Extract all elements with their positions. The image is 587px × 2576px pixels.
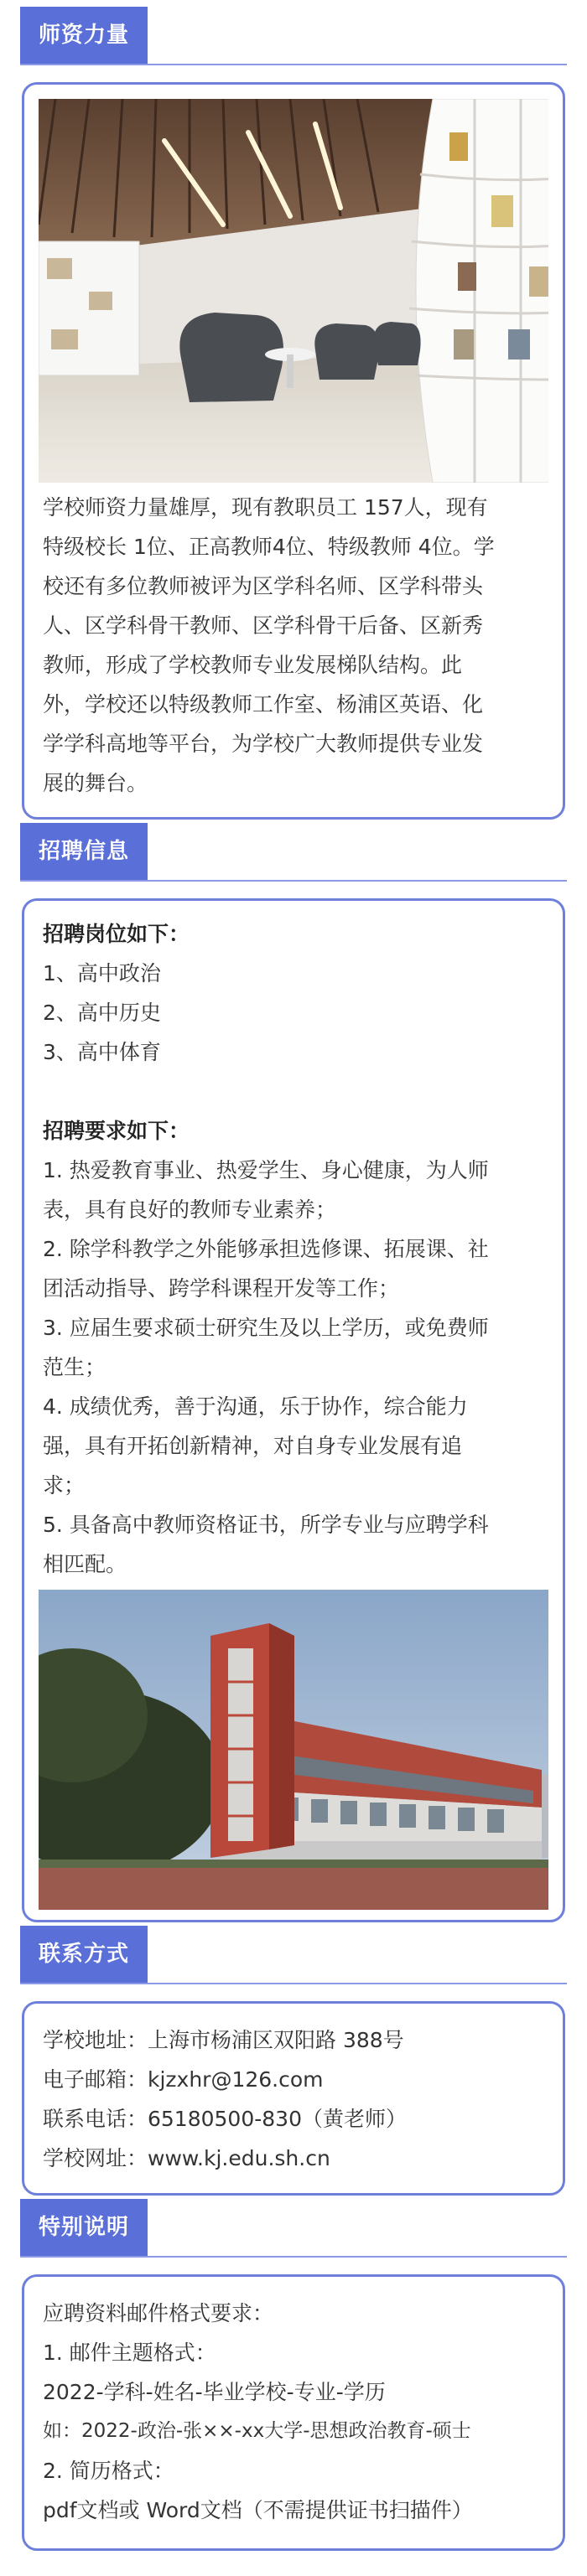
- contact-card: [22, 2001, 565, 2196]
- notes-text-line: pdf文档或 Word文档（不需提供证书扫描件）: [43, 2498, 473, 2522]
- faculty-card: [22, 82, 565, 820]
- contact-section-header: [20, 1926, 567, 1983]
- faculty-section-header: [20, 7, 567, 64]
- requirement-line: 求；: [43, 1473, 86, 1497]
- requirement-line: 4. 成绩优秀，善于沟通，乐于协作，综合能力: [43, 1394, 468, 1419]
- school-address: 学校地址：上海市杨浦区双阳路 388号: [43, 2028, 404, 2052]
- requirement-line: 1. 热爱教育事业、热爱学生、身心健康，为人师: [43, 1158, 489, 1182]
- faculty-text-line: 学学科高地等平台，为学校广大教师提供专业发: [43, 732, 484, 756]
- header-divider: [20, 2256, 567, 2258]
- position-item: 1、高中政治: [43, 961, 161, 985]
- faculty-text-line: 展的舞台。: [43, 771, 148, 795]
- notes-card: [22, 2274, 565, 2551]
- recruit-section-header: [20, 823, 567, 880]
- faculty-section-title: 师资力量: [20, 7, 148, 64]
- faculty-text-line: 人、区学科骨干教师、区学科骨干后备、区新秀: [43, 613, 484, 638]
- requirement-line: 3. 应届生要求硕士研究生及以上学历，或免费师: [43, 1316, 489, 1340]
- requirements-title: 招聘要求如下：: [43, 1119, 190, 1143]
- notes-text-line: 如：2022-政治-张××-xx大学-思想政治教育-硕士: [43, 2420, 471, 2442]
- school-email[interactable]: 电子邮箱：kjzxhr@126.com: [43, 2067, 324, 2092]
- requirement-line: 团活动指导、跨学科课程开发等工作；: [43, 1276, 400, 1301]
- notes-text-line: 应聘资料邮件格式要求：: [43, 2301, 274, 2325]
- notes-text-line: 2022-学科-姓名-毕业学校-专业-学历: [43, 2380, 386, 2404]
- contact-section-title: 联系方式: [20, 1926, 148, 1983]
- requirement-line: 表，具有良好的教师专业素养；: [43, 1197, 337, 1222]
- library-photo: [39, 99, 548, 483]
- faculty-text-line: 校还有多位教师被评为区学科名师、区学科带头: [43, 574, 484, 598]
- position-item: 2、高中历史: [43, 1001, 161, 1025]
- faculty-text-line: 学校师资力量雄厚，现有教职员工 157人，现有: [43, 495, 488, 520]
- position-item: 3、高中体育: [43, 1040, 161, 1064]
- requirement-line: 强，具有开拓创新精神，对自身专业发展有追: [43, 1434, 463, 1458]
- requirement-line: 2. 除学科教学之外能够承担选修课、拓展课、社: [43, 1237, 489, 1261]
- notes-section-title: 特别说明: [20, 2199, 148, 2256]
- header-divider: [20, 880, 567, 882]
- header-divider: [20, 1983, 567, 1984]
- requirement-line: 相匹配。: [43, 1552, 127, 1576]
- school-phone[interactable]: 联系电话：65180500-830（黄老师）: [43, 2107, 407, 2131]
- recruit-section-title: 招聘信息: [20, 823, 148, 880]
- recruit-card: [22, 898, 565, 1922]
- faculty-text-line: 教师，形成了学校教师专业发展梯队结构。此: [43, 653, 463, 677]
- positions-title: 招聘岗位如下：: [43, 922, 190, 946]
- header-divider: [20, 64, 567, 65]
- faculty-text-line: 特级校长 1位、正高教师4位、特级教师 4位。学: [43, 535, 495, 559]
- notes-text-line: 2. 简历格式：: [43, 2459, 174, 2483]
- school-website[interactable]: 学校网址：www.kj.edu.sh.cn: [43, 2146, 330, 2170]
- faculty-text-line: 外，学校还以特级教师工作室、杨浦区英语、化: [43, 692, 484, 716]
- notes-section-header: [20, 2199, 567, 2256]
- notes-text-line: 1. 邮件主题格式：: [43, 2341, 216, 2365]
- school-building-photo: [39, 1590, 548, 1910]
- requirement-line: 5. 具备高中教师资格证书，所学专业与应聘学科: [43, 1513, 489, 1537]
- requirement-line: 范生；: [43, 1355, 106, 1379]
